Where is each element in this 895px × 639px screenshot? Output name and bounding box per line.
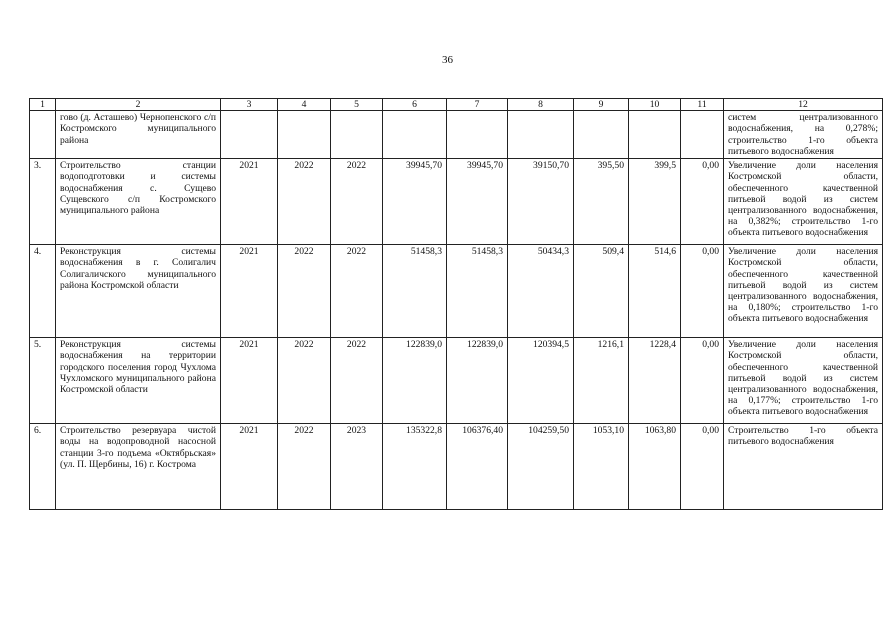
value-col11 — [681, 111, 724, 159]
project-name: гово (д. Асташево) Чернопенского с/п Костромского муниципального района — [56, 111, 221, 159]
row-index: 5. — [30, 338, 56, 424]
table-row — [30, 424, 883, 510]
value-col8: 104259,50 — [508, 424, 574, 510]
column-header: 3 — [221, 99, 278, 111]
value-col7: 122839,0 — [447, 338, 508, 424]
row-index: 3. — [30, 159, 56, 245]
value-col10: 399,5 — [629, 159, 681, 245]
project-name: Строительство станции водоподготовки и системы водоснабжения с. Сущево Сущевского с/п Костромского муниципального района — [56, 159, 221, 245]
value-col11: 0,00 — [681, 338, 724, 424]
value-col8 — [508, 111, 574, 159]
year-col4 — [278, 111, 331, 159]
year-col4: 2022 — [278, 245, 331, 338]
value-col10: 514,6 — [629, 245, 681, 338]
table-row — [30, 338, 883, 424]
project-name: Реконструкция системы водоснабжения в г. Солигалич Солигаличского муниципального района Костромской области — [56, 245, 221, 338]
result-description: Увеличение доли населения Костромской области, обеспеченного качественной питьевой водой из систем централизованного водоснабжения, на 0,382%; строительство 1-го объекта питьевого водоснабжения — [724, 159, 883, 245]
value-col8: 120394,5 — [508, 338, 574, 424]
value-col9: 395,50 — [574, 159, 629, 245]
result-description: Увеличение доли населения Костромской области, обеспеченного качественной питьевой водой из систем централизованного водоснабжения, на 0,180%; строительство 1-го объекта питьевого водоснабжения — [724, 245, 883, 338]
column-header: 11 — [681, 99, 724, 111]
column-header: 9 — [574, 99, 629, 111]
column-header: 12 — [724, 99, 883, 111]
table-row — [30, 159, 883, 245]
value-col6 — [383, 111, 447, 159]
end-year: 2022 — [331, 245, 383, 338]
value-col9: 1053,10 — [574, 424, 629, 510]
year-col4: 2022 — [278, 159, 331, 245]
column-header: 1 — [30, 99, 56, 111]
start-year: 2021 — [221, 338, 278, 424]
row-index — [30, 111, 56, 159]
value-col11: 0,00 — [681, 424, 724, 510]
table-row — [30, 245, 883, 338]
value-col7 — [447, 111, 508, 159]
result-description: Увеличение доли населения Костромской области, обеспеченного качественной питьевой водой из систем централизованного водоснабжения, на 0,177%; строительство 1-го объекта питьевого водоснабжения — [724, 338, 883, 424]
table-row — [30, 111, 883, 159]
column-header: 6 — [383, 99, 447, 111]
value-col7: 51458,3 — [447, 245, 508, 338]
end-year: 2022 — [331, 159, 383, 245]
column-header: 2 — [56, 99, 221, 111]
year-col4: 2022 — [278, 338, 331, 424]
value-col8: 50434,3 — [508, 245, 574, 338]
value-col6: 39945,70 — [383, 159, 447, 245]
year-col4: 2022 — [278, 424, 331, 510]
start-year: 2021 — [221, 245, 278, 338]
value-col11: 0,00 — [681, 159, 724, 245]
value-col9: 509,4 — [574, 245, 629, 338]
column-header: 10 — [629, 99, 681, 111]
value-col6: 51458,3 — [383, 245, 447, 338]
page-number: 36 — [442, 54, 453, 66]
column-header: 7 — [447, 99, 508, 111]
header-row — [30, 99, 883, 111]
result-description: систем централизованного водоснабжения, на 0,278%; строительство 1-го объекта питьевого водоснабжения — [724, 111, 883, 159]
value-col7: 39945,70 — [447, 159, 508, 245]
start-year: 2021 — [221, 159, 278, 245]
project-name: Строительство резервуара чистой воды на водопроводной насосной станции 3-го подъема «Октябрьская» (ул. П. Щербины, 16) г. Кострома — [56, 424, 221, 510]
row-index: 4. — [30, 245, 56, 338]
value-col6: 122839,0 — [383, 338, 447, 424]
end-year: 2023 — [331, 424, 383, 510]
value-col11: 0,00 — [681, 245, 724, 338]
value-col8: 39150,70 — [508, 159, 574, 245]
project-name: Реконструкция системы водоснабжения на территории городского поселения город Чухлома Чухломского муниципального района Костромской области — [56, 338, 221, 424]
value-col10: 1228,4 — [629, 338, 681, 424]
column-header: 8 — [508, 99, 574, 111]
data-table — [29, 98, 883, 510]
value-col9 — [574, 111, 629, 159]
row-index: 6. — [30, 424, 56, 510]
end-year — [331, 111, 383, 159]
value-col6: 135322,8 — [383, 424, 447, 510]
start-year — [221, 111, 278, 159]
result-description: Строительство 1-го объекта питьевого водоснабжения — [724, 424, 883, 510]
value-col9: 1216,1 — [574, 338, 629, 424]
end-year: 2022 — [331, 338, 383, 424]
column-header: 4 — [278, 99, 331, 111]
column-header: 5 — [331, 99, 383, 111]
value-col7: 106376,40 — [447, 424, 508, 510]
value-col10: 1063,80 — [629, 424, 681, 510]
value-col10 — [629, 111, 681, 159]
start-year: 2021 — [221, 424, 278, 510]
